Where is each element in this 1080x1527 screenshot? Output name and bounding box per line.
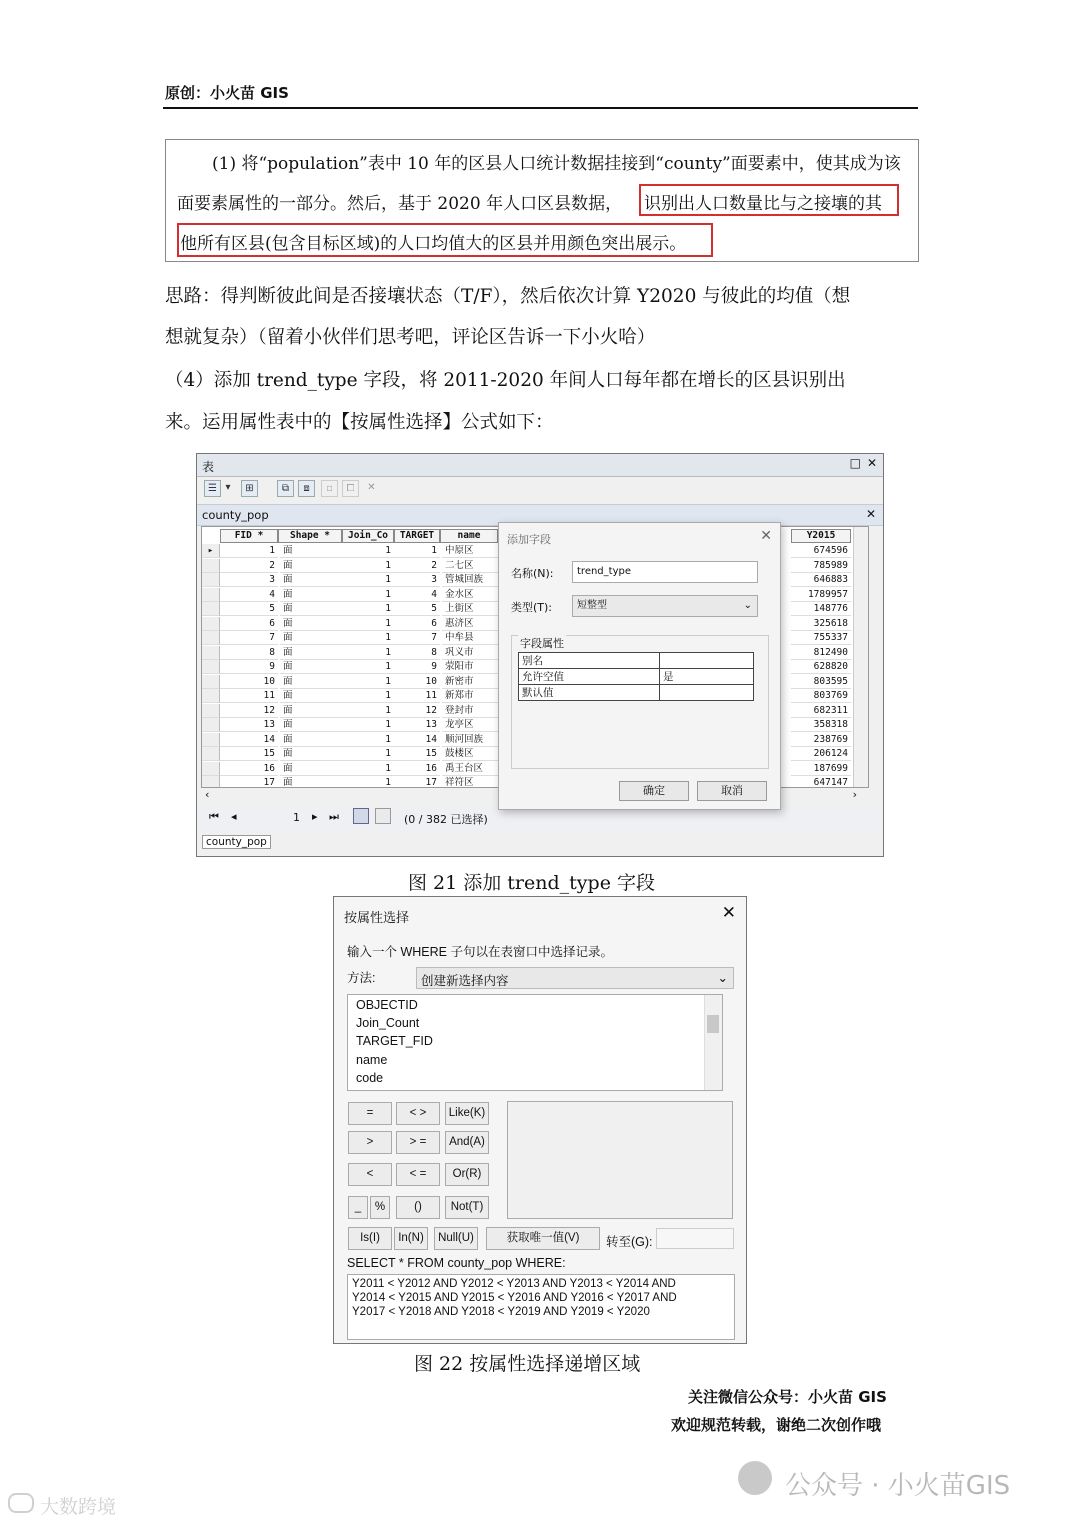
scroll-right-icon[interactable]: › xyxy=(852,788,857,801)
table-cell-target[interactable]: 5 xyxy=(394,602,440,616)
table-cell-join[interactable]: 1 xyxy=(342,689,394,703)
table-cell-y2015[interactable]: 812490 xyxy=(791,646,851,660)
expression-line-3: Y2017 < Y2018 AND Y2018 < Y2019 AND Y2019 < Y2020 xyxy=(352,1306,650,1318)
copy-selected-icon[interactable]: ⧠ xyxy=(342,480,359,497)
table-cell-name[interactable]: 中原区 xyxy=(442,544,498,558)
row-selector[interactable] xyxy=(202,762,220,776)
row-selector[interactable] xyxy=(202,776,220,788)
field-properties-table xyxy=(518,652,754,701)
table-cell-name[interactable]: 巩义市 xyxy=(442,646,498,660)
table-cell-join[interactable]: 1 xyxy=(342,559,394,573)
column-header-y2015[interactable]: Y2015 xyxy=(791,529,851,543)
table-cell-target[interactable]: 11 xyxy=(394,689,440,703)
column-header-shape[interactable]: Shape * xyxy=(278,529,342,543)
table-cell-shape[interactable]: 面 xyxy=(280,747,342,761)
scrollbar-thumb[interactable] xyxy=(707,1015,719,1033)
goto-input[interactable] xyxy=(656,1228,734,1249)
question-line-3-highlight: 他所有区县(包含目标区域)的人口均值大的区县并用颜色突出展示。 xyxy=(180,234,687,254)
operator-not-equal-button[interactable]: < > xyxy=(396,1102,440,1125)
table-cell-name[interactable]: 管城回族 xyxy=(442,573,498,587)
table-cell-y2015[interactable]: 803595 xyxy=(791,675,851,689)
select-statement-label: SELECT * FROM county_pop WHERE: xyxy=(347,1256,566,1270)
row-selector[interactable] xyxy=(202,718,220,732)
previous-record-icon[interactable]: ◂ xyxy=(231,810,237,823)
table-cell-fid[interactable]: 1 xyxy=(220,544,278,558)
row-selector[interactable] xyxy=(202,602,220,616)
row-selector[interactable] xyxy=(202,675,220,689)
table-cell-fid[interactable]: 15 xyxy=(220,747,278,761)
table-cell-fid[interactable]: 12 xyxy=(220,704,278,718)
table-cell-shape[interactable]: 面 xyxy=(280,602,342,616)
table-cell-shape[interactable]: 面 xyxy=(280,588,342,602)
tab-close-icon[interactable]: ✕ xyxy=(865,507,876,521)
table-toolbar xyxy=(197,476,883,504)
operator-not-button[interactable]: Not(T) xyxy=(445,1196,489,1219)
table-cell-shape[interactable]: 面 xyxy=(280,718,342,732)
table-cell-join[interactable]: 1 xyxy=(342,573,394,587)
paragraph-2-line-1: （4）添加 trend_type 字段，将 2011-2020 年间人口每年都在增长的区县识别出 xyxy=(165,370,846,391)
table-window-titlebar xyxy=(197,454,883,477)
method-value: 创建新选择内容 xyxy=(421,974,509,988)
cancel-button[interactable]: 取消 xyxy=(697,781,767,801)
is-button[interactable]: Is(I) xyxy=(348,1227,392,1250)
chevron-down-icon: ⌄ xyxy=(743,600,752,611)
method-label: 方法: xyxy=(347,971,376,985)
column-header-name[interactable]: name xyxy=(440,529,498,543)
in-button[interactable]: In(N) xyxy=(394,1227,428,1250)
table-cell-target[interactable]: 10 xyxy=(394,675,440,689)
table-cell-name[interactable]: 顺河回族 xyxy=(442,733,498,747)
next-record-icon[interactable]: ▸ xyxy=(312,810,318,823)
table-cell-name[interactable]: 惠济区 xyxy=(442,617,498,631)
table-cell-y2015[interactable]: 148776 xyxy=(791,602,851,616)
question-line-2-highlight: 识别出人口数量比与之接壤的其 xyxy=(644,194,882,214)
switch-selection-icon[interactable]: ⧈ xyxy=(298,480,315,497)
table-cell-shape[interactable]: 面 xyxy=(280,762,342,776)
row-selector[interactable]: ▸ xyxy=(202,544,220,558)
ok-button[interactable]: 确定 xyxy=(619,781,689,801)
table-cell-shape[interactable]: 面 xyxy=(280,704,342,718)
table-cell-name[interactable]: 祥符区 xyxy=(442,776,498,788)
page-header: 原创：小火苗 GIS xyxy=(165,84,289,102)
table-cell-target[interactable]: 13 xyxy=(394,718,440,732)
field-properties-group xyxy=(511,635,769,769)
table-cell-shape[interactable]: 面 xyxy=(280,646,342,660)
table-cell-fid[interactable]: 10 xyxy=(220,675,278,689)
where-hint: 输入一个 WHERE 子句以在表窗口中选择记录。 xyxy=(347,945,613,959)
add-field-dialog xyxy=(498,522,781,810)
paragraph-2-line-2: 来。运用属性表中的【按属性选择】公式如下： xyxy=(165,412,554,433)
field-list-item[interactable]: code xyxy=(356,1071,384,1085)
table-cell-join[interactable]: 1 xyxy=(342,704,394,718)
table-cell-name[interactable]: 禹王台区 xyxy=(442,762,498,776)
table-cell-y2015[interactable]: 682311 xyxy=(791,704,851,718)
operator-greater-equal-button[interactable]: > = xyxy=(396,1131,440,1154)
operator-greater-button[interactable]: > xyxy=(348,1131,392,1154)
property-row-alias[interactable]: 别名 xyxy=(519,653,753,669)
get-unique-values-button[interactable]: 获取唯一值(V) xyxy=(486,1227,600,1250)
paragraph-1-line-2: 想就复杂）（留着小伙伴们思考吧，评论区告诉一下小火哈） xyxy=(165,327,656,348)
table-cell-target[interactable]: 1 xyxy=(394,544,440,558)
show-selected-records-icon[interactable] xyxy=(375,808,391,824)
table-cell-y2015[interactable]: 187699 xyxy=(791,762,851,776)
operator-less-button[interactable]: < xyxy=(348,1163,392,1186)
goto-label: 转至(G): xyxy=(606,1235,653,1249)
field-list-item[interactable]: OBJECTID xyxy=(356,998,418,1012)
method-select[interactable] xyxy=(416,967,734,989)
column-header-join-count[interactable]: Join_Co xyxy=(342,529,394,543)
scroll-left-icon[interactable]: ‹ xyxy=(205,788,210,801)
operator-percent-button[interactable]: % xyxy=(370,1196,390,1219)
table-cell-name[interactable]: 荥阳市 xyxy=(442,660,498,674)
column-header-target[interactable]: TARGET xyxy=(394,529,440,543)
row-selector[interactable] xyxy=(202,631,220,645)
field-type-value: 短整型 xyxy=(577,600,607,611)
first-record-icon[interactable]: ⏮ xyxy=(209,810,219,823)
footer-line-2: 欢迎规范转载，谢绝二次创作哦 xyxy=(671,1416,882,1434)
select-by-attributes-title: 按属性选择 xyxy=(344,910,410,925)
table-cell-fid[interactable]: 16 xyxy=(220,762,278,776)
table-cell-y2015[interactable]: 755337 xyxy=(791,631,851,645)
table-cell-join[interactable]: 1 xyxy=(342,660,394,674)
row-selector[interactable] xyxy=(202,747,220,761)
close-icon[interactable]: ✕ xyxy=(866,456,877,470)
row-selector[interactable] xyxy=(202,646,220,660)
operator-equals-button[interactable]: = xyxy=(348,1102,392,1125)
bottom-tab-county-pop[interactable]: county_pop xyxy=(202,835,271,849)
vertical-scrollbar[interactable] xyxy=(853,527,868,787)
table-cell-y2015[interactable]: 785989 xyxy=(791,559,851,573)
table-cell-shape[interactable]: 面 xyxy=(280,776,342,788)
row-selector[interactable] xyxy=(202,704,220,718)
table-cell-target[interactable]: 2 xyxy=(394,559,440,573)
table-cell-fid[interactable]: 5 xyxy=(220,602,278,616)
table-cell-shape[interactable]: 面 xyxy=(280,689,342,703)
field-type-select[interactable] xyxy=(572,595,758,617)
table-cell-name[interactable]: 登封市 xyxy=(442,704,498,718)
table-cell-shape[interactable]: 面 xyxy=(280,675,342,689)
table-cell-join[interactable]: 1 xyxy=(342,544,394,558)
row-selector[interactable] xyxy=(202,733,220,747)
table-cell-name[interactable]: 金水区 xyxy=(442,588,498,602)
table-cell-fid[interactable]: 7 xyxy=(220,631,278,645)
row-selector[interactable] xyxy=(202,617,220,631)
selection-status: (0 / 382 已选择) xyxy=(404,813,488,826)
left-watermark: 大数跨境 xyxy=(40,1496,117,1518)
table-cell-fid[interactable]: 4 xyxy=(220,588,278,602)
operator-parentheses-button[interactable]: () xyxy=(396,1196,440,1219)
operator-underscore-button[interactable]: _ xyxy=(348,1196,368,1219)
table-options-icon[interactable]: ☰ xyxy=(204,480,221,497)
table-cell-y2015[interactable]: 647147 xyxy=(791,776,851,788)
wechat-logo-icon xyxy=(738,1461,772,1495)
table-cell-fid[interactable]: 6 xyxy=(220,617,278,631)
table-cell-target[interactable]: 15 xyxy=(394,747,440,761)
table-cell-fid[interactable]: 2 xyxy=(220,559,278,573)
null-button[interactable]: Null(U) xyxy=(434,1227,478,1250)
field-list-scrollbar[interactable] xyxy=(704,995,722,1090)
table-cell-y2015[interactable]: 325618 xyxy=(791,617,851,631)
table-cell-fid[interactable]: 9 xyxy=(220,660,278,674)
table-cell-target[interactable]: 6 xyxy=(394,617,440,631)
table-cell-target[interactable]: 12 xyxy=(394,704,440,718)
wechat-watermark: 公众号 · 小火苗GIS xyxy=(785,1471,1011,1501)
table-cell-name[interactable]: 新郑市 xyxy=(442,689,498,703)
table-cell-shape[interactable]: 面 xyxy=(280,573,342,587)
table-cell-join[interactable]: 1 xyxy=(342,646,394,660)
table-cell-join[interactable]: 1 xyxy=(342,733,394,747)
table-cell-y2015[interactable]: 358318 xyxy=(791,718,851,732)
table-cell-target[interactable]: 4 xyxy=(394,588,440,602)
table-cell-join[interactable]: 1 xyxy=(342,675,394,689)
table-cell-name[interactable]: 鼓楼区 xyxy=(442,747,498,761)
table-window-title: 表 xyxy=(202,460,215,474)
expression-line-1: Y2011 < Y2012 AND Y2012 < Y2013 AND Y2013 < Y2014 AND xyxy=(352,1278,676,1290)
table-cell-name[interactable]: 龙亭区 xyxy=(442,718,498,732)
figure-22-caption: 图 22 按属性选择递增区域 xyxy=(414,1353,641,1375)
last-record-icon[interactable]: ⏭ xyxy=(329,810,339,823)
table-cell-name[interactable]: 上街区 xyxy=(442,602,498,616)
header-rule xyxy=(163,107,918,109)
show-all-records-icon[interactable] xyxy=(353,808,369,824)
table-cell-join[interactable]: 1 xyxy=(342,631,394,645)
paragraph-1-line-1: 思路：得判断彼此间是否接壤状态（T/F），然后依次计算 Y2020 与彼此的均值（想 xyxy=(165,286,851,307)
table-cell-join[interactable]: 1 xyxy=(342,776,394,788)
table-cell-shape[interactable]: 面 xyxy=(280,631,342,645)
table-cell-fid[interactable]: 17 xyxy=(220,776,278,788)
figure-21-caption: 图 21 添加 trend_type 字段 xyxy=(408,872,655,894)
table-cell-name[interactable]: 二七区 xyxy=(442,559,498,573)
row-selector[interactable] xyxy=(202,559,220,573)
row-selector[interactable] xyxy=(202,573,220,587)
field-list[interactable] xyxy=(347,994,723,1091)
table-cell-join[interactable]: 1 xyxy=(342,762,394,776)
related-tables-icon[interactable]: ⊞ xyxy=(241,480,258,497)
table-cell-target[interactable]: 17 xyxy=(394,776,440,788)
select-by-attributes-icon[interactable]: ⧉ xyxy=(277,480,294,497)
table-cell-y2015[interactable]: 1789957 xyxy=(791,588,851,602)
field-name-input[interactable]: trend_type xyxy=(572,561,758,583)
figure-22-select-by-attributes-dialog xyxy=(333,896,747,1344)
table-cell-shape[interactable]: 面 xyxy=(280,733,342,747)
row-selector[interactable] xyxy=(202,588,220,602)
where-expression-textarea[interactable] xyxy=(347,1274,735,1340)
footer-line-1: 关注微信公众号：小火苗 GIS xyxy=(688,1388,887,1406)
table-cell-target[interactable]: 16 xyxy=(394,762,440,776)
table-cell-y2015[interactable]: 206124 xyxy=(791,747,851,761)
property-row-allow-null[interactable]: 允许空值 是 xyxy=(519,669,753,685)
field-list-item[interactable]: TARGET_FID xyxy=(356,1034,433,1048)
question-line-2: 面要素属性的一部分。然后，基于 2020 年人口区县数据， xyxy=(177,194,623,214)
table-cell-y2015[interactable]: 803769 xyxy=(791,689,851,703)
table-cell-y2015[interactable]: 646883 xyxy=(791,573,851,587)
operator-less-equal-button[interactable]: < = xyxy=(396,1163,440,1186)
delete-selected-icon[interactable]: ✕ xyxy=(367,482,376,493)
table-cell-fid[interactable]: 13 xyxy=(220,718,278,732)
table-cell-shape[interactable]: 面 xyxy=(280,544,342,558)
expression-line-2: Y2014 < Y2015 AND Y2015 < Y2016 AND Y2016 < Y2017 AND xyxy=(352,1292,677,1304)
chevron-down-icon[interactable]: ▾ xyxy=(225,482,231,493)
unique-values-list[interactable] xyxy=(507,1101,733,1219)
table-cell-target[interactable]: 7 xyxy=(394,631,440,645)
close-icon[interactable]: ✕ xyxy=(721,903,736,922)
bottom-tab-strip xyxy=(197,834,883,852)
field-properties-label: 字段属性 xyxy=(520,637,564,650)
table-cell-name[interactable]: 新密市 xyxy=(442,675,498,689)
figure-21-table-window xyxy=(196,453,884,857)
operator-like-button[interactable]: Like(K) xyxy=(445,1102,489,1125)
field-type-label: 类型(T): xyxy=(511,601,553,614)
table-cell-y2015[interactable]: 238769 xyxy=(791,733,851,747)
question-box xyxy=(165,139,919,262)
dialog-close-icon[interactable]: ✕ xyxy=(760,528,772,544)
table-cell-target[interactable]: 14 xyxy=(394,733,440,747)
table-cell-target[interactable]: 8 xyxy=(394,646,440,660)
table-cell-target[interactable]: 3 xyxy=(394,573,440,587)
row-selector[interactable] xyxy=(202,689,220,703)
table-cell-y2015[interactable]: 674596 xyxy=(791,544,851,558)
table-cell-fid[interactable]: 11 xyxy=(220,689,278,703)
operator-or-button[interactable]: Or(R) xyxy=(445,1163,489,1186)
table-tab-label[interactable]: county_pop xyxy=(202,508,269,522)
add-field-dialog-title: 添加字段 xyxy=(507,533,551,546)
field-list-item[interactable]: Join_Count xyxy=(356,1016,420,1030)
table-cell-name[interactable]: 中牟县 xyxy=(442,631,498,645)
field-name-label: 名称(N): xyxy=(511,567,554,580)
chevron-down-icon: ⌄ xyxy=(717,971,728,985)
table-cell-join[interactable]: 1 xyxy=(342,718,394,732)
table-cell-join[interactable]: 1 xyxy=(342,588,394,602)
table-cell-fid[interactable]: 3 xyxy=(220,573,278,587)
restore-icon[interactable]: □ xyxy=(849,456,861,470)
table-cell-shape[interactable]: 面 xyxy=(280,660,342,674)
record-number[interactable]: 1 xyxy=(293,811,300,824)
table-cell-shape[interactable]: 面 xyxy=(280,559,342,573)
operator-and-button[interactable]: And(A) xyxy=(445,1131,489,1154)
clear-selection-icon[interactable]: ▫ xyxy=(321,480,338,497)
question-line-1: (1) 将“population”表中 10 年的区县人口统计数据挂接到“county”面要素中，使其成为该 xyxy=(212,154,901,174)
table-cell-join[interactable]: 1 xyxy=(342,747,394,761)
table-cell-join[interactable]: 1 xyxy=(342,602,394,616)
field-list-item[interactable]: name xyxy=(356,1053,388,1067)
column-header-fid[interactable]: FID * xyxy=(220,529,278,543)
row-selector[interactable] xyxy=(202,660,220,674)
table-cell-join[interactable]: 1 xyxy=(342,617,394,631)
table-cell-fid[interactable]: 8 xyxy=(220,646,278,660)
property-row-default[interactable]: 默认值 xyxy=(519,685,753,700)
table-cell-y2015[interactable]: 628820 xyxy=(791,660,851,674)
table-cell-target[interactable]: 9 xyxy=(394,660,440,674)
table-cell-fid[interactable]: 14 xyxy=(220,733,278,747)
table-cell-shape[interactable]: 面 xyxy=(280,617,342,631)
watermark-logo-icon xyxy=(8,1493,34,1513)
